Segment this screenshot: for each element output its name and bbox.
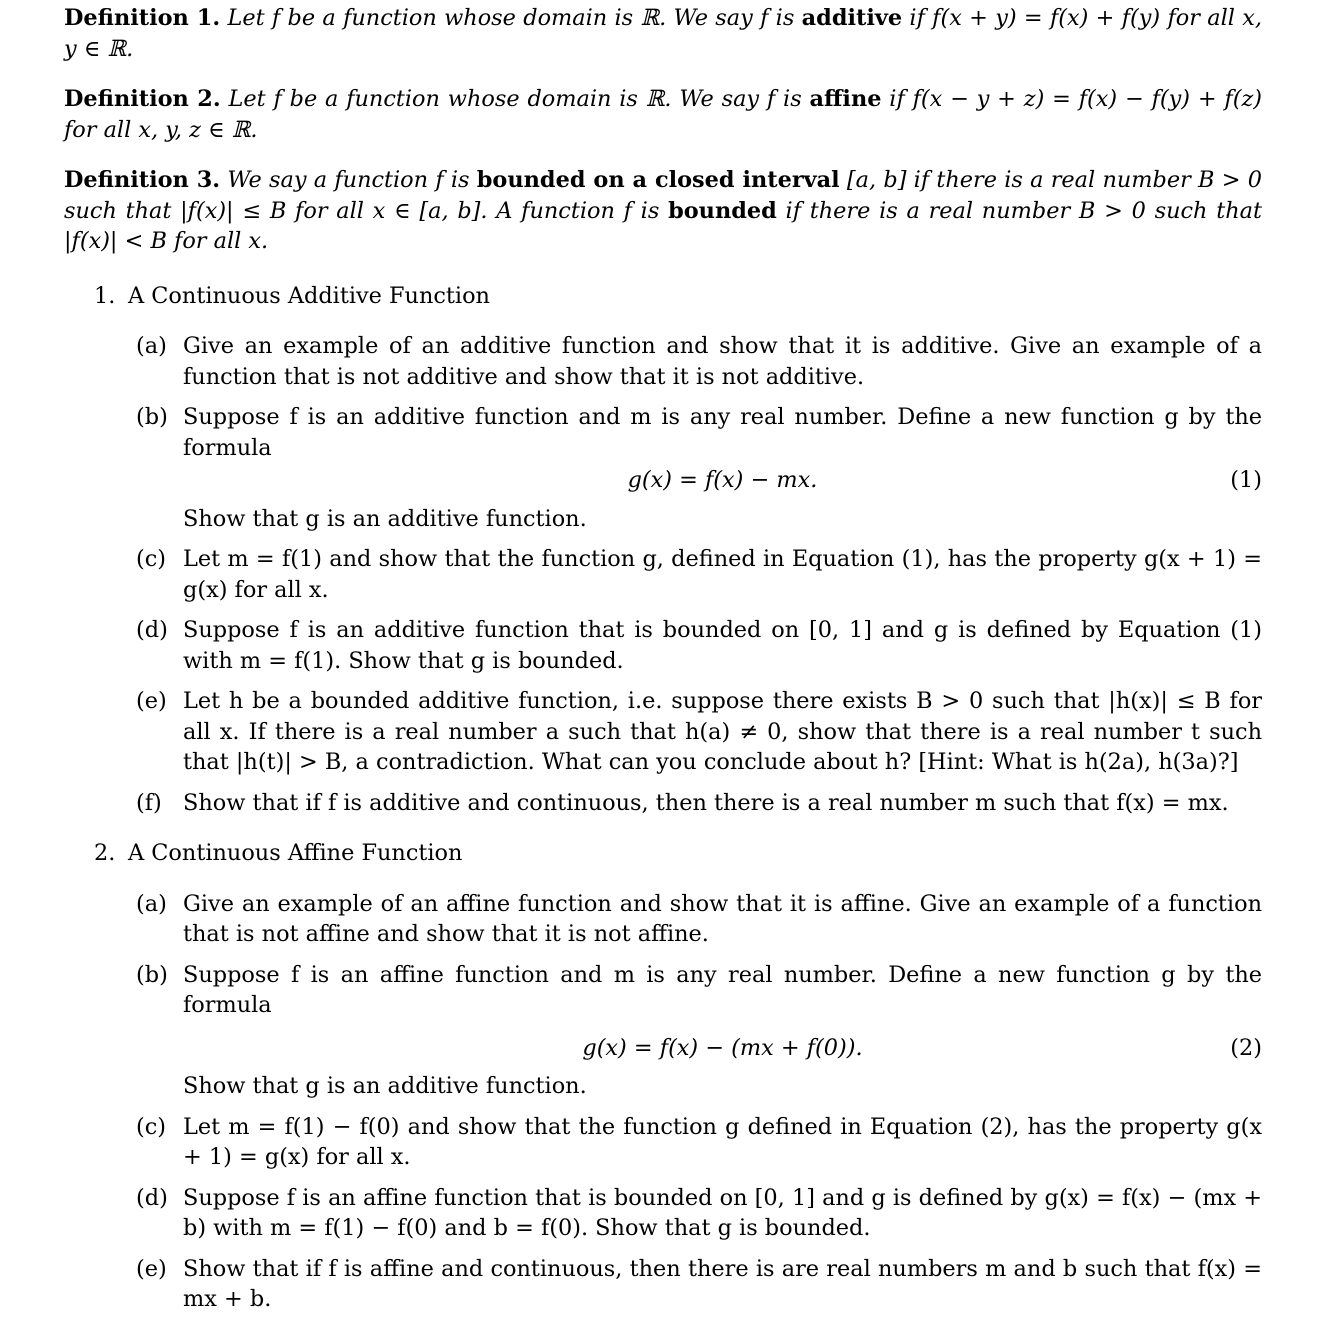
item-text: Show that if f is affine and continuous, then there is are real numbers m and b such that f(x) = mx + b. bbox=[183, 1255, 1262, 1312]
section-heading bbox=[64, 281, 1262, 312]
equation-body: g(x) = f(x) − (mx + f(0)). bbox=[582, 1034, 863, 1061]
item-label: (c) bbox=[136, 546, 167, 572]
section-affine bbox=[64, 838, 1262, 1315]
document-page bbox=[64, 3, 1262, 1325]
item-label: (b) bbox=[136, 961, 168, 988]
equation-1 bbox=[183, 465, 1262, 496]
definition-keyword: affine bbox=[809, 86, 882, 112]
list-item bbox=[64, 1112, 1262, 1173]
item-text: Suppose f is an additive function that is bounded on [0, 1] and g is defined by Equation (1) with m = f(1). Show that g is bounded. bbox=[183, 617, 1262, 674]
item-label: (f) bbox=[136, 789, 162, 816]
item-text: Show that if f is additive and continuous, then there is a real number m such that f(x) = mx. bbox=[183, 789, 1229, 816]
section-additive bbox=[64, 281, 1262, 819]
equation-2 bbox=[183, 1033, 1262, 1064]
item-text-after: Show that g is an additive function. bbox=[183, 505, 587, 532]
item-label: (c) bbox=[136, 1113, 167, 1140]
definition-text: Let f be a function whose domain is ℝ. We say f is bbox=[228, 86, 810, 112]
list-item bbox=[64, 686, 1262, 778]
item-label: (b) bbox=[136, 404, 168, 430]
section-number: 1. bbox=[94, 282, 116, 309]
section-heading bbox=[64, 838, 1262, 869]
item-text: Suppose f is an affine function and m is any real number. Define a new function g by the formula bbox=[183, 961, 1262, 1018]
item-label: (e) bbox=[136, 688, 167, 714]
item-label: (e) bbox=[136, 1255, 167, 1282]
list-item bbox=[64, 889, 1262, 950]
definition-3 bbox=[64, 165, 1262, 257]
item-text: Let h be a bounded additive function, i.e. suppose there exists B > 0 such that |h(x)| ≤ B for all x. If there is a real number a such that h(a) ≠ 0, show that there is a real number t such that |h(t)| > B, a contradiction. What can you conclude about h? [Hint: What is h(2a), h(3a)?] bbox=[183, 688, 1262, 775]
list-item bbox=[64, 331, 1262, 392]
definition-keyword: bounded bbox=[668, 197, 777, 224]
list-item bbox=[64, 1254, 1262, 1315]
item-text: Let m = f(1) and show that the function g, defined in Equation (1), has the property g(x + 1) = g(x) for all x. bbox=[183, 546, 1262, 603]
list-item bbox=[64, 960, 1262, 1102]
definition-2 bbox=[64, 84, 1262, 145]
section-title: A Continuous Additive Function bbox=[128, 282, 490, 309]
item-text-after: Show that g is an additive function. bbox=[183, 1073, 587, 1099]
definition-label: Definition 2. bbox=[64, 86, 221, 112]
definition-keyword: additive bbox=[801, 5, 903, 31]
definition-text: [a, b] if there is a real number B > 0 such that |f(x)| ≤ B for all x ∈ [a, b]. A function f is bbox=[64, 167, 1262, 224]
definition-label: Definition 1. bbox=[64, 5, 221, 31]
definition-text: We say a function f is bbox=[227, 167, 477, 193]
definition-text: if there is a real number B > 0 such that |f(x)| < B for all x. bbox=[64, 197, 1262, 254]
equation-body: g(x) = f(x) − mx. bbox=[627, 467, 818, 493]
section-title: A Continuous Affine Function bbox=[128, 840, 463, 866]
section-number: 2. bbox=[94, 840, 116, 866]
item-text: Suppose f is an affine function that is bounded on [0, 1] and g is defined by g(x) = f(x) − (mx + b) with m = f(1) − f(0) and b = f(0). Show that g is bounded. bbox=[183, 1184, 1262, 1241]
item-text: Give an example of an additive function and show that it is additive. Give an example of a function that is not additive and show that it is not additive. bbox=[183, 333, 1262, 390]
item-label: (a) bbox=[136, 333, 167, 359]
equation-number: (1) bbox=[1230, 467, 1262, 493]
list-item bbox=[64, 788, 1262, 819]
list-item bbox=[64, 1183, 1262, 1244]
definition-label: Definition 3. bbox=[64, 167, 221, 193]
item-label: (d) bbox=[136, 617, 168, 643]
item-label: (d) bbox=[136, 1184, 168, 1211]
equation-number: (2) bbox=[1230, 1034, 1262, 1061]
definition-text: Let f be a function whose domain is ℝ. We say f is bbox=[227, 5, 802, 31]
item-text: Let m = f(1) − f(0) and show that the function g defined in Equation (2), has the property g(x + 1) = g(x) for all x. bbox=[183, 1113, 1262, 1170]
item-text: Suppose f is an additive function and m is any real number. Define a new function g by the formula bbox=[183, 404, 1262, 461]
definition-keyword: bounded on a closed interval bbox=[476, 167, 840, 193]
list-item bbox=[64, 544, 1262, 605]
list-item bbox=[64, 615, 1262, 676]
item-text: Give an example of an affine function and show that it is affine. Give an example of a function that is not affine and show that it is not affine. bbox=[183, 890, 1262, 947]
item-label: (a) bbox=[136, 890, 167, 917]
definition-text: if f(x − y + z) = f(x) − f(y) + f(z) for all x, y, z ∈ ℝ. bbox=[64, 86, 1262, 143]
definition-1 bbox=[64, 3, 1262, 64]
definition-text: if f(x + y) = f(x) + f(y) for all x, y ∈ ℝ. bbox=[64, 5, 1262, 62]
list-item bbox=[64, 402, 1262, 534]
